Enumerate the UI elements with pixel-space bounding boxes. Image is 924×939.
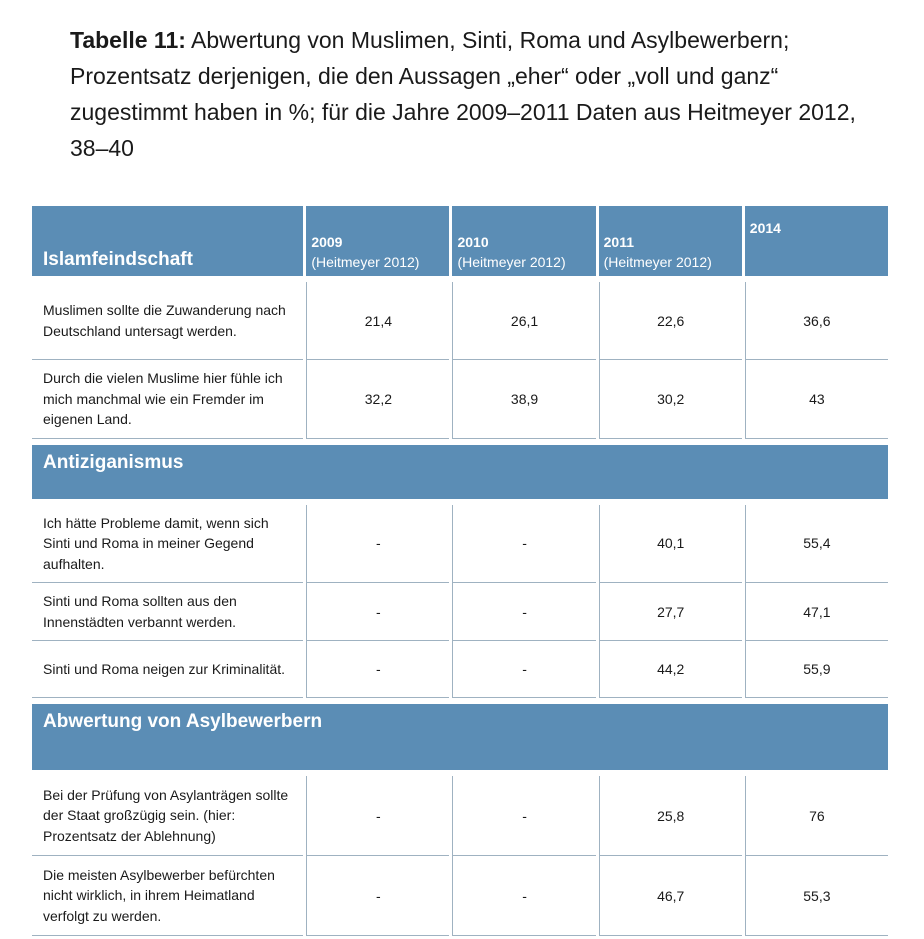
row-value-2010: -	[452, 641, 595, 698]
table-row	[32, 856, 888, 936]
row-value-2009: 21,4	[306, 282, 449, 360]
year-source: (Heitmeyer 2012)	[311, 254, 420, 270]
year-header-2011	[599, 206, 742, 276]
row-value-2014: 55,4	[745, 505, 888, 584]
caption-text: Abwertung von Muslimen, Sinti, Roma und Asylbewerbern; Prozentsatz derjenigen, die den Aussagen „eher“ oder „voll und ganz“ zugestimmt haben in %; für die Jahre 2009–2011 Daten aus Heitmeyer 2012, 38–40	[70, 27, 856, 161]
row-value-2011: 25,8	[599, 776, 742, 856]
row-value-2010: -	[452, 505, 595, 584]
row-statement: Muslimen sollte die Zuwanderung nach Deutschland untersagt werden.	[32, 282, 303, 360]
row-statement: Bei der Prüfung von Asylanträgen sollte der Staat großzügig sein. (hier: Prozentsatz der Ablehnung)	[32, 776, 303, 856]
row-value-2009: 32,2	[306, 360, 449, 439]
header-section-title: Islamfeindschaft	[32, 206, 303, 276]
row-value-2014: 47,1	[745, 583, 888, 641]
row-value-2014: 55,3	[745, 856, 888, 936]
row-value-2010: 38,9	[452, 360, 595, 439]
data-table	[29, 206, 891, 936]
caption-label: Tabelle 11:	[70, 27, 186, 53]
section-header-row	[32, 445, 888, 499]
row-statement: Ich hätte Probleme damit, wenn sich Sinti und Roma in meiner Gegend aufhalten.	[32, 505, 303, 584]
year-header-2010	[452, 206, 595, 276]
year-label: 2009	[311, 234, 343, 250]
year-source: (Heitmeyer 2012)	[603, 254, 712, 270]
year-label: 2010	[457, 234, 489, 250]
table-row	[32, 505, 888, 584]
row-value-2011: 40,1	[599, 505, 742, 584]
year-label: 2014	[749, 220, 781, 236]
row-value-2011: 27,7	[599, 583, 742, 641]
row-statement: Durch die vielen Muslime hier fühle ich mich manchmal wie ein Fremder im eigenen Land.	[32, 360, 303, 439]
year-source: (Heitmeyer 2012)	[457, 254, 566, 270]
row-value-2009: -	[306, 856, 449, 936]
row-statement: Die meisten Asylbewerber befürchten nicht wirklich, in ihrem Heimatland verfolgt zu werden.	[32, 856, 303, 936]
row-value-2014: 36,6	[745, 282, 888, 360]
section-title: Abwertung von Asylbewerbern	[32, 704, 888, 770]
row-value-2010: -	[452, 856, 595, 936]
section-header-row	[32, 704, 888, 770]
row-value-2014: 55,9	[745, 641, 888, 698]
table-row	[32, 282, 888, 360]
row-value-2010: -	[452, 776, 595, 856]
table-row	[32, 641, 888, 698]
row-value-2014: 43	[745, 360, 888, 439]
table-row	[32, 776, 888, 856]
row-value-2009: -	[306, 583, 449, 641]
row-value-2011: 46,7	[599, 856, 742, 936]
row-value-2010: -	[452, 583, 595, 641]
year-header-2014	[745, 206, 888, 276]
header-row	[32, 206, 888, 276]
year-label: 2011	[603, 234, 634, 250]
row-value-2014: 76	[745, 776, 888, 856]
year-header-2009	[306, 206, 449, 276]
row-value-2011: 30,2	[599, 360, 742, 439]
table-row	[32, 360, 888, 439]
row-value-2009: -	[306, 776, 449, 856]
row-statement: Sinti und Roma neigen zur Kriminalität.	[32, 641, 303, 698]
table-row	[32, 583, 888, 641]
table-caption	[70, 22, 900, 166]
row-value-2010: 26,1	[452, 282, 595, 360]
row-value-2011: 22,6	[599, 282, 742, 360]
row-value-2011: 44,2	[599, 641, 742, 698]
section-title: Antiziganismus	[32, 445, 888, 499]
row-value-2009: -	[306, 641, 449, 698]
row-statement: Sinti und Roma sollten aus den Innenstädten verbannt werden.	[32, 583, 303, 641]
row-value-2009: -	[306, 505, 449, 584]
